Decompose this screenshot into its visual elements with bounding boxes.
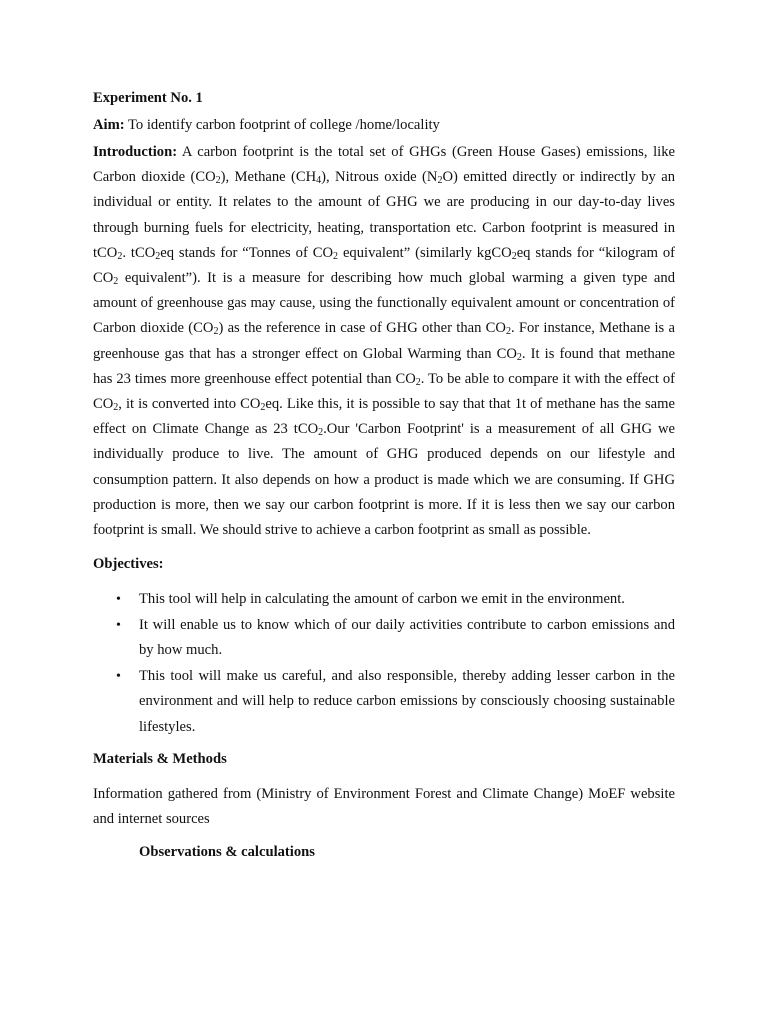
materials-methods-text: Information gathered from (Ministry of Environment Forest and Climate Change) MoEF website and internet sources <box>93 786 675 827</box>
subscript: 2 <box>213 326 219 338</box>
intro-text: eq stands for “kilogram of CO <box>93 244 675 287</box>
intro-text: .Our 'Carbon Footprint' is a measurement of all GHG we individually produce to live. The amount of GHG produced depends on our lifestyle and consumption pattern. It also depends on how a product is made which we are consuming. If GHG production is more, then we say our carbon footprint is more. If it is less then we say our carbon footprint is small. We should strive to achieve a carbon footprint as small as possible. <box>93 421 675 539</box>
subscript: 2 <box>117 250 123 262</box>
bullet-icon: • <box>116 592 121 608</box>
list-item-text: This tool will make us careful, and also responsible, thereby adding lesser carbon in the environment and will help to reduce carbon emissions by consciously choosing sustainable lifestyles. <box>139 667 675 735</box>
intro-text: , it is converted into CO <box>118 396 261 413</box>
list-item <box>116 664 675 741</box>
observations-heading: Observations & calculations <box>139 844 315 861</box>
subscript: 2 <box>511 250 517 262</box>
aim-text: To identify carbon footprint of college /home/locality <box>128 117 440 133</box>
subscript: 2 <box>113 276 119 288</box>
subscript: 2 <box>505 326 511 338</box>
subscript: 2 <box>215 175 221 187</box>
list-item-text: It will enable us to know which of our daily activities contribute to carbon emissions and by how much. <box>139 616 675 659</box>
list-item <box>116 587 675 613</box>
bullet-icon: • <box>116 617 121 633</box>
materials-methods-heading: Materials & Methods <box>93 751 227 768</box>
objectives-list <box>93 587 675 740</box>
experiment-title: Experiment No. 1 <box>93 90 203 106</box>
intro-text: A carbon footprint is the total set of GHGs (Green House Gases) emissions, like Carbon dioxide (CO <box>93 144 675 186</box>
subscript: 2 <box>415 376 421 388</box>
subscript: 2 <box>437 175 443 187</box>
subscript: 2 <box>260 402 266 414</box>
list-item <box>116 613 675 664</box>
subscript: 2 <box>516 351 522 363</box>
bullet-icon: • <box>116 668 121 684</box>
list-item-text: This tool will help in calculating the amount of carbon we emit in the environment. <box>139 591 625 608</box>
introduction-label: Introduction: <box>93 144 178 160</box>
intro-text: equivalent” (similarly kgCO <box>338 244 512 261</box>
aim-line <box>93 113 675 138</box>
intro-text: eq stands for “Tonnes of CO <box>160 244 334 261</box>
intro-text: . It is found that methane has 23 times more greenhouse effect potential than CO <box>93 345 676 387</box>
intro-text: ), Methane (CH <box>220 169 317 186</box>
intro-text: O) emitted directly or indirectly by an individual or entity. It relates to the amount of GHG we are producing in our day-to-day lives through burning fuels for electricity, heating, transportation etc. Carbon footprint is measured in tCO <box>93 169 676 261</box>
subscript: 2 <box>333 250 339 262</box>
subscript: 2 <box>155 250 161 262</box>
aim-label: Aim: <box>93 117 125 133</box>
intro-text: . For instance, Methane is a greenhouse gas that has a stronger effect on Global Warming than CO <box>93 320 675 362</box>
intro-text: ), Nitrous oxide (N <box>321 169 438 186</box>
subscript: 4 <box>316 175 322 187</box>
intro-text: equivalent”). It is a measure for describing how much global warming a given type and amount of greenhouse gas may cause, using the functionally equivalent amount or concentration of Carbon dioxide (CO <box>93 270 675 337</box>
intro-text: . To be able to compare it with the effect of CO <box>93 370 675 413</box>
introduction-paragraph <box>93 140 675 543</box>
intro-text: . tCO <box>122 244 156 261</box>
subscript: 2 <box>113 402 119 414</box>
subscript: 2 <box>318 427 324 439</box>
objectives-heading: Objectives: <box>93 556 164 573</box>
intro-text: eq. Like this, it is possible to say that that 1t of methane has the same effect on Climate Change as 23 tCO <box>93 396 675 438</box>
intro-text: ) as the reference in case of GHG other than CO <box>218 320 506 337</box>
